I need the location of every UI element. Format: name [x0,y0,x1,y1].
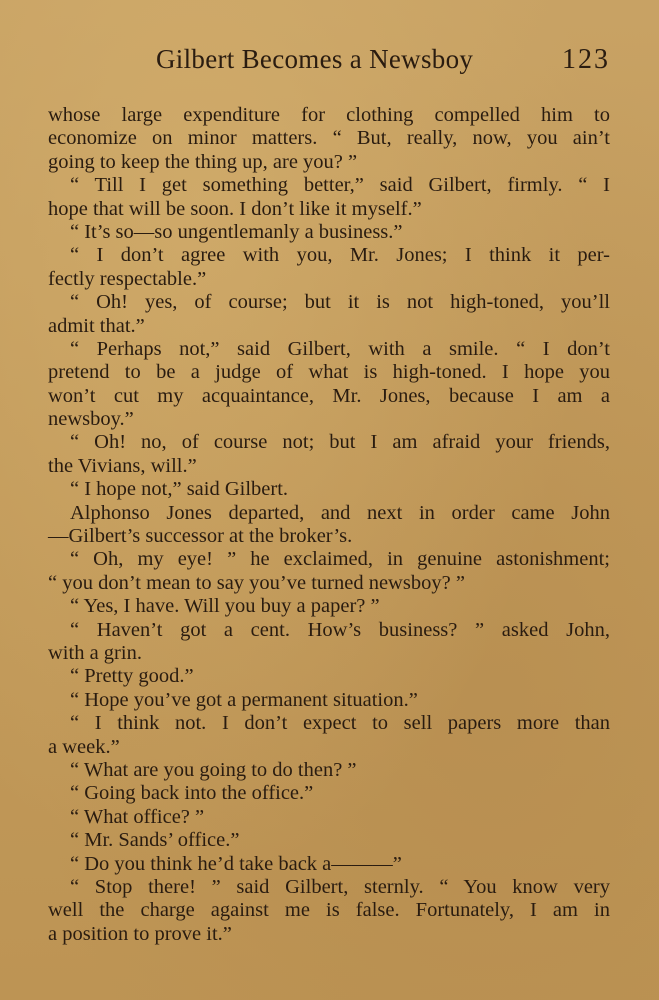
text-line: “ What office? ” [70,805,205,828]
page-number: 123 [562,44,610,75]
text-line: —Gilbert’s successor at the broker’s. [48,525,353,548]
text-line: fectly respectable.” [48,267,207,290]
text-line: “ Hope you’ve got a permanent situation.” [70,688,418,711]
text-line: “ I hope not,” said Gilbert. [70,478,289,501]
body-text [48,104,610,946]
text-line: “ Oh! no, of course not; but I am afraid your friends, [70,431,610,454]
text-line: the Vivians, will.” [48,454,197,477]
text-line: “ Stop there! ” said Gilbert, sternly. “ You know very [70,875,610,898]
text-line: admit that.” [48,314,145,337]
text-line: won’t cut my acquaintance, Mr. Jones, because I am a [48,384,610,407]
text-line: “ you don’t mean to say you’ve turned newsboy? ” [48,571,465,594]
text-line: “ Haven’t got a cent. How’s business? ” asked John, [70,618,610,641]
text-line: “ Oh! yes, of course; but it is not high-toned, you’ll [70,291,610,314]
text-line: “ What are you going to do then? ” [70,758,357,781]
text-line: pretend to be a judge of what is high-toned. I hope you [48,361,610,384]
text-line: well the charge against me is false. Fortunately, I am in [48,899,610,922]
text-line: a position to prove it.” [48,922,232,945]
text-line: “ It’s so—so ungentlemanly a business.” [70,220,403,243]
text-line: “ I don’t agree with you, Mr. Jones; I think it per- [70,244,610,267]
text-line: “ Mr. Sands’ office.” [70,829,240,852]
text-line: with a grin. [48,641,142,664]
text-line: Alphonso Jones departed, and next in order came John [70,501,610,524]
text-line: going to keep the thing up, are you? ” [48,150,358,173]
text-line: economize on minor matters. “ But, really, now, you ain’t [48,127,610,150]
text-line: a week.” [48,735,120,758]
text-line: “ Do you think he’d take back a———” [70,852,402,875]
text-line: “ Oh, my eye! ” he exclaimed, in genuine astonishment; [70,548,610,571]
text-line: whose large expenditure for clothing compelled him to [48,104,610,126]
text-line: “ Pretty good.” [70,665,194,688]
text-line: “ I think not. I don’t expect to sell papers more than [70,712,610,735]
running-title: Gilbert Becomes a Newsboy [156,44,474,74]
text-line: “ Till I get something better,” said Gilbert, firmly. “ I [70,174,610,197]
text-line: hope that will be soon. I don’t like it myself.” [48,197,422,220]
page-header [0,40,659,80]
text-line: “ Yes, I have. Will you buy a paper? ” [70,595,380,618]
text-line: “ Going back into the office.” [70,782,314,805]
text-line: “ Perhaps not,” said Gilbert, with a smile. “ I don’t [70,337,610,360]
text-line: newsboy.” [48,408,134,431]
